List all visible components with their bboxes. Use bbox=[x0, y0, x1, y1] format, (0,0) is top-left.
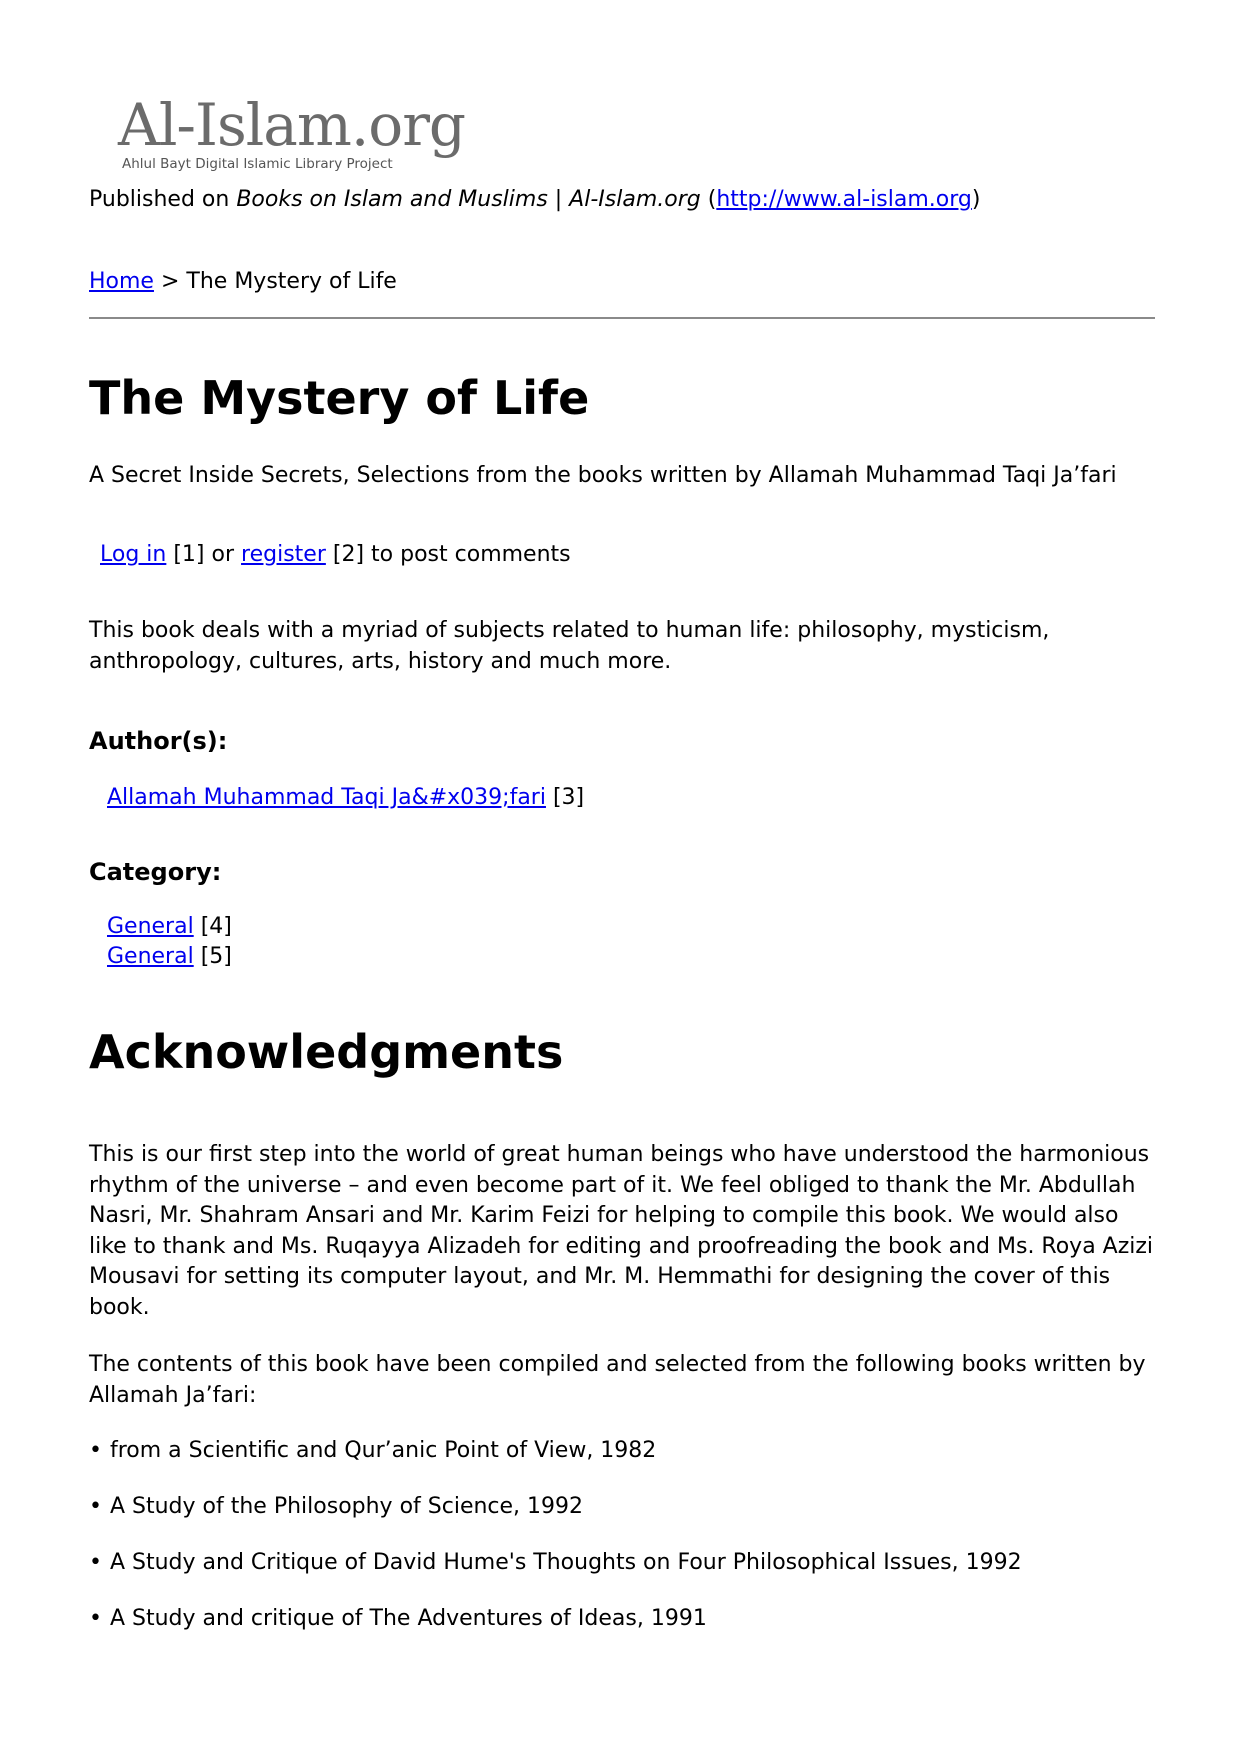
acknowledgments-paragraph: This is our first step into the world of great human beings who have understood the harmonious rhythm of the universe – and even become part of it. We feel obliged to thank the Mr. Abdullah Nasri, Mr. Shahram Ansari and Mr. Karim Feizi for helping to compile this book. We would also like to thank and Ms. Ruqayya Alizadeh for editing and proofreading the book and Ms. Roya Azizi Mousavi for setting its computer layout, and Mr. M. Hemmathi for designing the cover of this book. bbox=[89, 1142, 1154, 1320]
breadcrumb-current: The Mystery of Life bbox=[186, 269, 397, 294]
breadcrumb-separator: > bbox=[160, 269, 180, 294]
register-link[interactable]: register bbox=[241, 542, 326, 567]
book-title: A Study and Critique of David Hume's Thoughts on Four Philosophical Issues, 1992 bbox=[109, 1550, 1022, 1575]
category-heading: Category: bbox=[89, 858, 222, 886]
category-item bbox=[107, 942, 232, 972]
author-item bbox=[107, 783, 584, 813]
source-books-list bbox=[89, 1436, 1155, 1660]
list-item bbox=[89, 1436, 1155, 1466]
site-logo[interactable] bbox=[118, 92, 468, 178]
site-url-link[interactable]: http://www.al-islam.org bbox=[716, 187, 972, 212]
register-ref: [2] bbox=[332, 542, 365, 567]
book-title: from a Scientific and Qur’anic Point of View, 1982 bbox=[109, 1438, 657, 1463]
bullet: • bbox=[89, 1494, 102, 1519]
author-link[interactable]: Allamah Muhammad Taqi Ja&#x039;fari bbox=[107, 785, 546, 810]
book-title: A Study of the Philosophy of Science, 1992 bbox=[109, 1494, 584, 1519]
authors-list bbox=[107, 783, 584, 813]
login-ref: [1] bbox=[173, 542, 205, 567]
book-summary: This book deals with a myriad of subjects related to human life: philosophy, mysticism, anthropology, cultures, arts, history and much more. bbox=[89, 618, 1050, 674]
login-link[interactable]: Log in bbox=[100, 542, 167, 567]
comment-login-prompt bbox=[100, 541, 571, 569]
or-text: or bbox=[211, 542, 235, 567]
category-list bbox=[107, 912, 232, 972]
bullet: • bbox=[89, 1550, 102, 1575]
category-link[interactable]: General bbox=[107, 944, 194, 969]
list-item bbox=[89, 1604, 1155, 1634]
acknowledgments-heading: Acknowledgments bbox=[89, 1025, 564, 1079]
page-title: The Mystery of Life bbox=[89, 371, 590, 425]
published-site: Books on Islam and Muslims | Al-Islam.org bbox=[236, 187, 701, 212]
book-title: A Study and critique of The Adventures of Ideas, 1991 bbox=[109, 1606, 707, 1631]
logo-wordmark: Al-Islam.org bbox=[118, 91, 466, 159]
bullet: • bbox=[89, 1606, 102, 1631]
published-line: Published on Books on Islam and Muslims | Al-Islam.org (http://www.al-islam.org) bbox=[89, 187, 981, 212]
author-ref: [3] bbox=[552, 785, 585, 810]
comment-suffix: to post comments bbox=[371, 542, 571, 567]
published-prefix: Published on bbox=[89, 187, 230, 212]
category-item bbox=[107, 912, 232, 942]
category-link[interactable]: General bbox=[107, 914, 194, 939]
divider bbox=[89, 317, 1155, 319]
breadcrumb bbox=[89, 268, 397, 296]
category-ref: [4] bbox=[200, 914, 232, 939]
category-ref: [5] bbox=[200, 944, 232, 969]
authors-heading: Author(s): bbox=[89, 727, 228, 755]
list-item bbox=[89, 1548, 1155, 1578]
list-item bbox=[89, 1492, 1155, 1522]
breadcrumb-home-link[interactable]: Home bbox=[89, 269, 154, 294]
page-subtitle: A Secret Inside Secrets, Selections from the books written by Allamah Muhammad Taqi Ja’fari bbox=[89, 463, 1117, 488]
logo-tagline: Ahlul Bayt Digital Islamic Library Project bbox=[122, 156, 393, 172]
bullet: • bbox=[89, 1438, 102, 1463]
sources-intro-paragraph: The contents of this book have been compiled and selected from the following books written by Allamah Ja’fari: bbox=[89, 1352, 1146, 1408]
